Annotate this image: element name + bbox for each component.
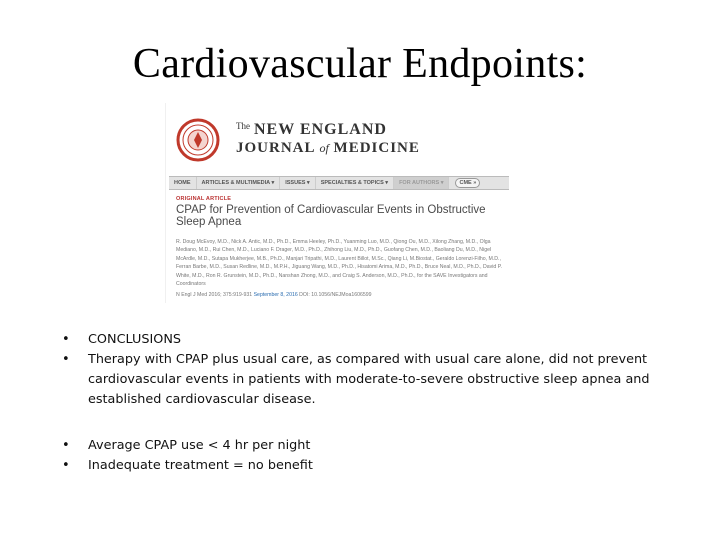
nav-cme[interactable]: CME » <box>455 178 480 188</box>
nav-issues[interactable]: ISSUES ▾ <box>280 177 315 189</box>
bullet-item: • CONCLUSIONS <box>62 330 662 350</box>
journal-the: The <box>236 121 250 131</box>
journal-new-england: NEW ENGLAND <box>254 121 387 138</box>
bullet-list-conclusions <box>62 330 662 410</box>
journal-journal: JOURNAL <box>236 140 315 156</box>
citation-date[interactable]: September 8, 2016 <box>253 292 298 298</box>
article-authors: R. Doug McEvoy, M.D., Nick A. Antic, M.D., Ph.D., Emma Heeley, Ph.D., Yuanming Luo, M.D., Qiong Ou, M.D., Xilong Zhang, M.D., Olga Mediano, M.D., Rui Chen, M.D., Luciano F. Drager, M.D., Ph.D., Zhihong Liu, M.D., Ph.D., Guofang Chen, M.D., Baoliang Du, M.D., Nigel McArdle, M.D., Sutapa Mukherjee, M.B., Ph.D., Manjari Tripathi, M.D., Laurent Billot, M.Sc., Qiang Li, M.Biostat., Geraldo Lorenzi-Filho, M.D., Ferran Barbe, M.D., Susan Redline, M.D., M.P.H., Jiguang Wang, M.D., Ph.D., Hisatomi Arima, M.D., Ph.D., Bruce Neal, M.D., Ph.D., David P. White, M.D., Ron R. Grunstein, M.D., Ph.D., Nanshan Zhong, M.D., and Craig S. Anderson, M.D., Ph.D., for the SAVE Investigators and Coordinators <box>176 239 502 288</box>
bullet-item: • Therapy with CPAP plus usual care, as compared with usual care alone, did not prevent cardiovascular events in patients with moderate-to-severe obstructive sleep apnea and established cardiovascular disease. <box>62 350 662 410</box>
journal-name-line2 <box>236 140 420 157</box>
nav-specialties-topics[interactable]: SPECIALTIES & TOPICS ▾ <box>316 177 394 189</box>
citation-doi: DOI: 10.1056/NEJMoa1606599 <box>299 292 372 298</box>
journal-medicine: MEDICINE <box>333 140 420 156</box>
slide-title: Cardiovascular Endpoints: <box>132 41 588 87</box>
article-screenshot <box>165 103 511 303</box>
journal-header <box>166 103 511 175</box>
citation-journal: N Engl J Med 2016; 375:919-931 <box>176 292 253 298</box>
bullet-item: • Average CPAP use < 4 hr per night <box>62 436 662 456</box>
journal-seal-icon <box>176 118 220 162</box>
article-section-label: ORIGINAL ARTICLE <box>176 196 232 202</box>
nav-for-authors[interactable]: FOR AUTHORS ▾ <box>394 177 449 189</box>
nav-articles-multimedia[interactable]: ARTICLES & MULTIMEDIA ▾ <box>197 177 281 189</box>
nav-home[interactable]: HOME <box>169 177 197 189</box>
bullet-list-notes <box>62 436 662 476</box>
bullet-item: • Inadequate treatment = no benefit <box>62 456 662 476</box>
journal-nav-bar <box>169 176 509 190</box>
article-citation <box>176 292 508 298</box>
journal-of: of <box>319 141 329 155</box>
journal-name-line1 <box>236 121 387 139</box>
article-title: CPAP for Prevention of Cardiovascular Events in Obstructive Sleep Apnea <box>176 204 486 228</box>
